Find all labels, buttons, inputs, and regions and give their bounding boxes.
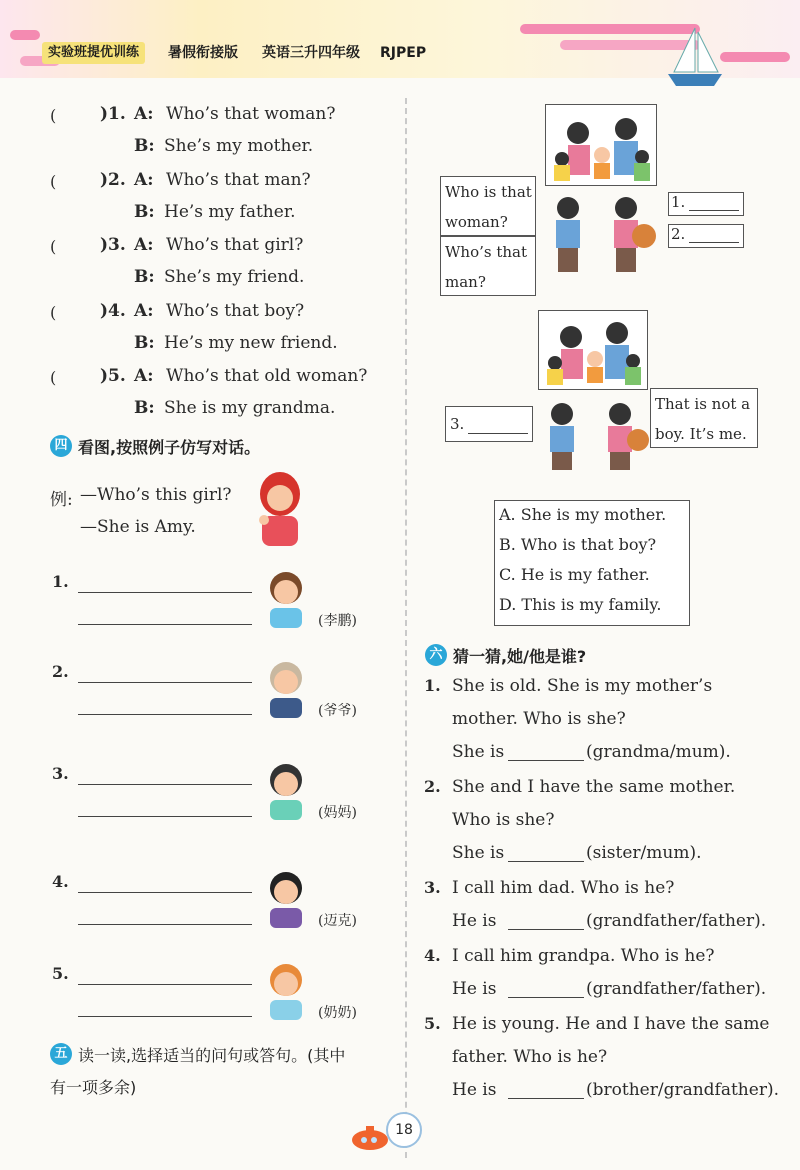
answer-blank[interactable] [468,433,528,434]
answer-line[interactable] [78,816,252,817]
item-number: 2. [52,662,69,681]
girl-amy-icon [252,470,308,548]
item-number: 1. [52,572,69,591]
answer-paren[interactable]: ( [50,171,57,191]
speaker-b-text: He’s my new friend. [164,332,338,353]
item-number: 1. [424,676,441,695]
question-number: )1. [100,104,126,124]
question-number: )2. [100,169,126,190]
item-prefix: He is [452,979,497,999]
person-name: (爷爷) [318,703,357,719]
speaker-a-text: Who’s that woman? [166,104,336,124]
section-badge: 六 [425,644,447,666]
speaker-b-label: B: [134,136,155,156]
speaker-b-label: B: [134,267,155,287]
speaker-a-text: Who’s that boy? [166,300,305,321]
speaker-b-label: B: [134,332,155,353]
person-icon [258,656,318,720]
answer-blank[interactable] [508,1098,584,1099]
column-divider [405,98,407,1158]
item-text: I call him grandpa. Who is he? [452,946,715,966]
answer-blank[interactable] [689,210,739,211]
answer-line[interactable] [78,624,252,625]
speaker-b-text: She’s my friend. [164,267,305,287]
item-text: She is old. She is my mother’s [452,676,713,696]
answer-paren[interactable]: ( [50,237,57,256]
answer-line[interactable] [78,984,252,985]
answer-line[interactable] [78,892,252,893]
item-text: Who is she? [452,810,555,830]
question-number: )4. [100,300,126,321]
item-hint: (grandfather/father). [586,979,767,999]
section-badge: 四 [50,435,72,457]
person-name: (李鹏) [318,613,357,629]
option-item: A. She is my mother. [499,505,667,524]
answer-blank[interactable] [689,242,739,243]
option-item: C. He is my father. [499,565,650,584]
answer-paren[interactable]: ( [50,368,57,387]
section-title-cont: 有一项多余) [50,1078,137,1097]
boy-girl-icon [540,194,660,276]
answer-line[interactable] [78,714,252,715]
answer-blank[interactable] [508,861,584,862]
item-hint: (grandma/mum). [586,742,731,762]
answer-paren[interactable]: ( [50,302,57,322]
speech-bubble: Who’s that man? [440,236,536,296]
item-hint: (sister/mum). [586,843,702,863]
answer-blank[interactable] [508,997,584,998]
header-tag: 实验班提优训练 [42,42,145,64]
option-item: D. This is my family. [499,595,662,614]
item-number: 5. [424,1014,441,1033]
answer-paren[interactable]: ( [50,106,57,125]
boy-girl-icon [538,400,650,472]
speaker-b-text: She’s my mother. [164,136,314,156]
person-icon [258,566,318,630]
example-question: —Who’s this girl? [80,485,232,505]
answer-box: 1. [668,192,744,216]
item-hint: (grandfather/father). [586,911,767,931]
section-title: 看图,按照例子仿写对话。 [78,438,261,457]
answer-line[interactable] [78,592,252,593]
person-icon [258,866,318,930]
item-number: 5. [52,964,69,983]
answer-line[interactable] [78,682,252,683]
speaker-a-label: A: [134,104,154,124]
speaker-a-label: A: [134,300,154,321]
item-text: father. Who is he? [452,1047,608,1067]
answer-line[interactable] [78,784,252,785]
answer-blank[interactable] [508,760,584,761]
speaker-b-text: She is my grandma. [164,398,336,418]
page-number: 18 [386,1112,422,1148]
answer-box: 2. [668,224,744,248]
person-icon [258,758,318,822]
family-picture [545,104,657,186]
speaker-b-label: B: [134,398,155,418]
item-number: 3. [52,764,69,783]
item-number: 4. [52,872,69,891]
family-picture [538,310,648,390]
speaker-b-label: B: [134,201,155,222]
header-code: RJPEP [380,45,427,61]
person-name: (奶奶) [318,1005,357,1021]
item-text: He is young. He and I have the same [452,1014,770,1034]
section-title: 读一读,选择适当的问句或答句。(其中 [78,1046,346,1065]
answer-blank[interactable] [508,929,584,930]
header-stripe [720,52,790,62]
item-prefix: He is [452,911,497,931]
speaker-a-text: Who’s that girl? [166,235,304,255]
speaker-a-label: A: [134,235,154,255]
person-name: (妈妈) [318,805,357,821]
item-number: 4. [424,946,441,965]
item-number: 2. [424,777,441,796]
sailboat-icon [660,20,730,90]
section-badge: 五 [50,1043,72,1065]
item-hint: (brother/grandfather). [586,1080,779,1100]
person-icon [258,958,318,1022]
section-title: 猜一猜,她/他是谁? [453,647,587,666]
header-stripe [10,30,40,40]
item-text: She and I have the same mother. [452,777,736,797]
option-item: B. Who is that boy? [499,535,657,554]
question-number: )5. [100,366,126,386]
header-subject: 英语三升四年级 [262,45,360,61]
speaker-a-label: A: [134,169,154,190]
item-text: mother. Who is she? [452,709,626,729]
speaker-a-text: Who’s that old woman? [166,366,368,386]
answer-line[interactable] [78,1016,252,1017]
item-text: I call him dad. Who is he? [452,878,675,898]
item-number: 3. [424,878,441,897]
speaker-a-label: A: [134,366,154,386]
speech-bubble: Who is that woman? [440,176,536,236]
item-prefix: She is [452,742,505,762]
answer-line[interactable] [78,924,252,925]
answer-box: 3. [445,406,533,442]
header-edition: 暑假衔接版 [168,45,238,61]
submarine-icon [348,1118,392,1154]
person-name: (迈克) [318,913,357,929]
speaker-a-text: Who’s that man? [166,169,311,190]
options-box [494,500,690,626]
speech-bubble: That is not a boy. It’s me. [650,388,758,448]
speaker-b-text: He’s my father. [164,201,296,222]
item-prefix: She is [452,843,505,863]
example-label: 例: [50,490,73,510]
example-answer: —She is Amy. [80,517,196,537]
item-prefix: He is [452,1080,497,1100]
question-number: )3. [100,235,126,255]
